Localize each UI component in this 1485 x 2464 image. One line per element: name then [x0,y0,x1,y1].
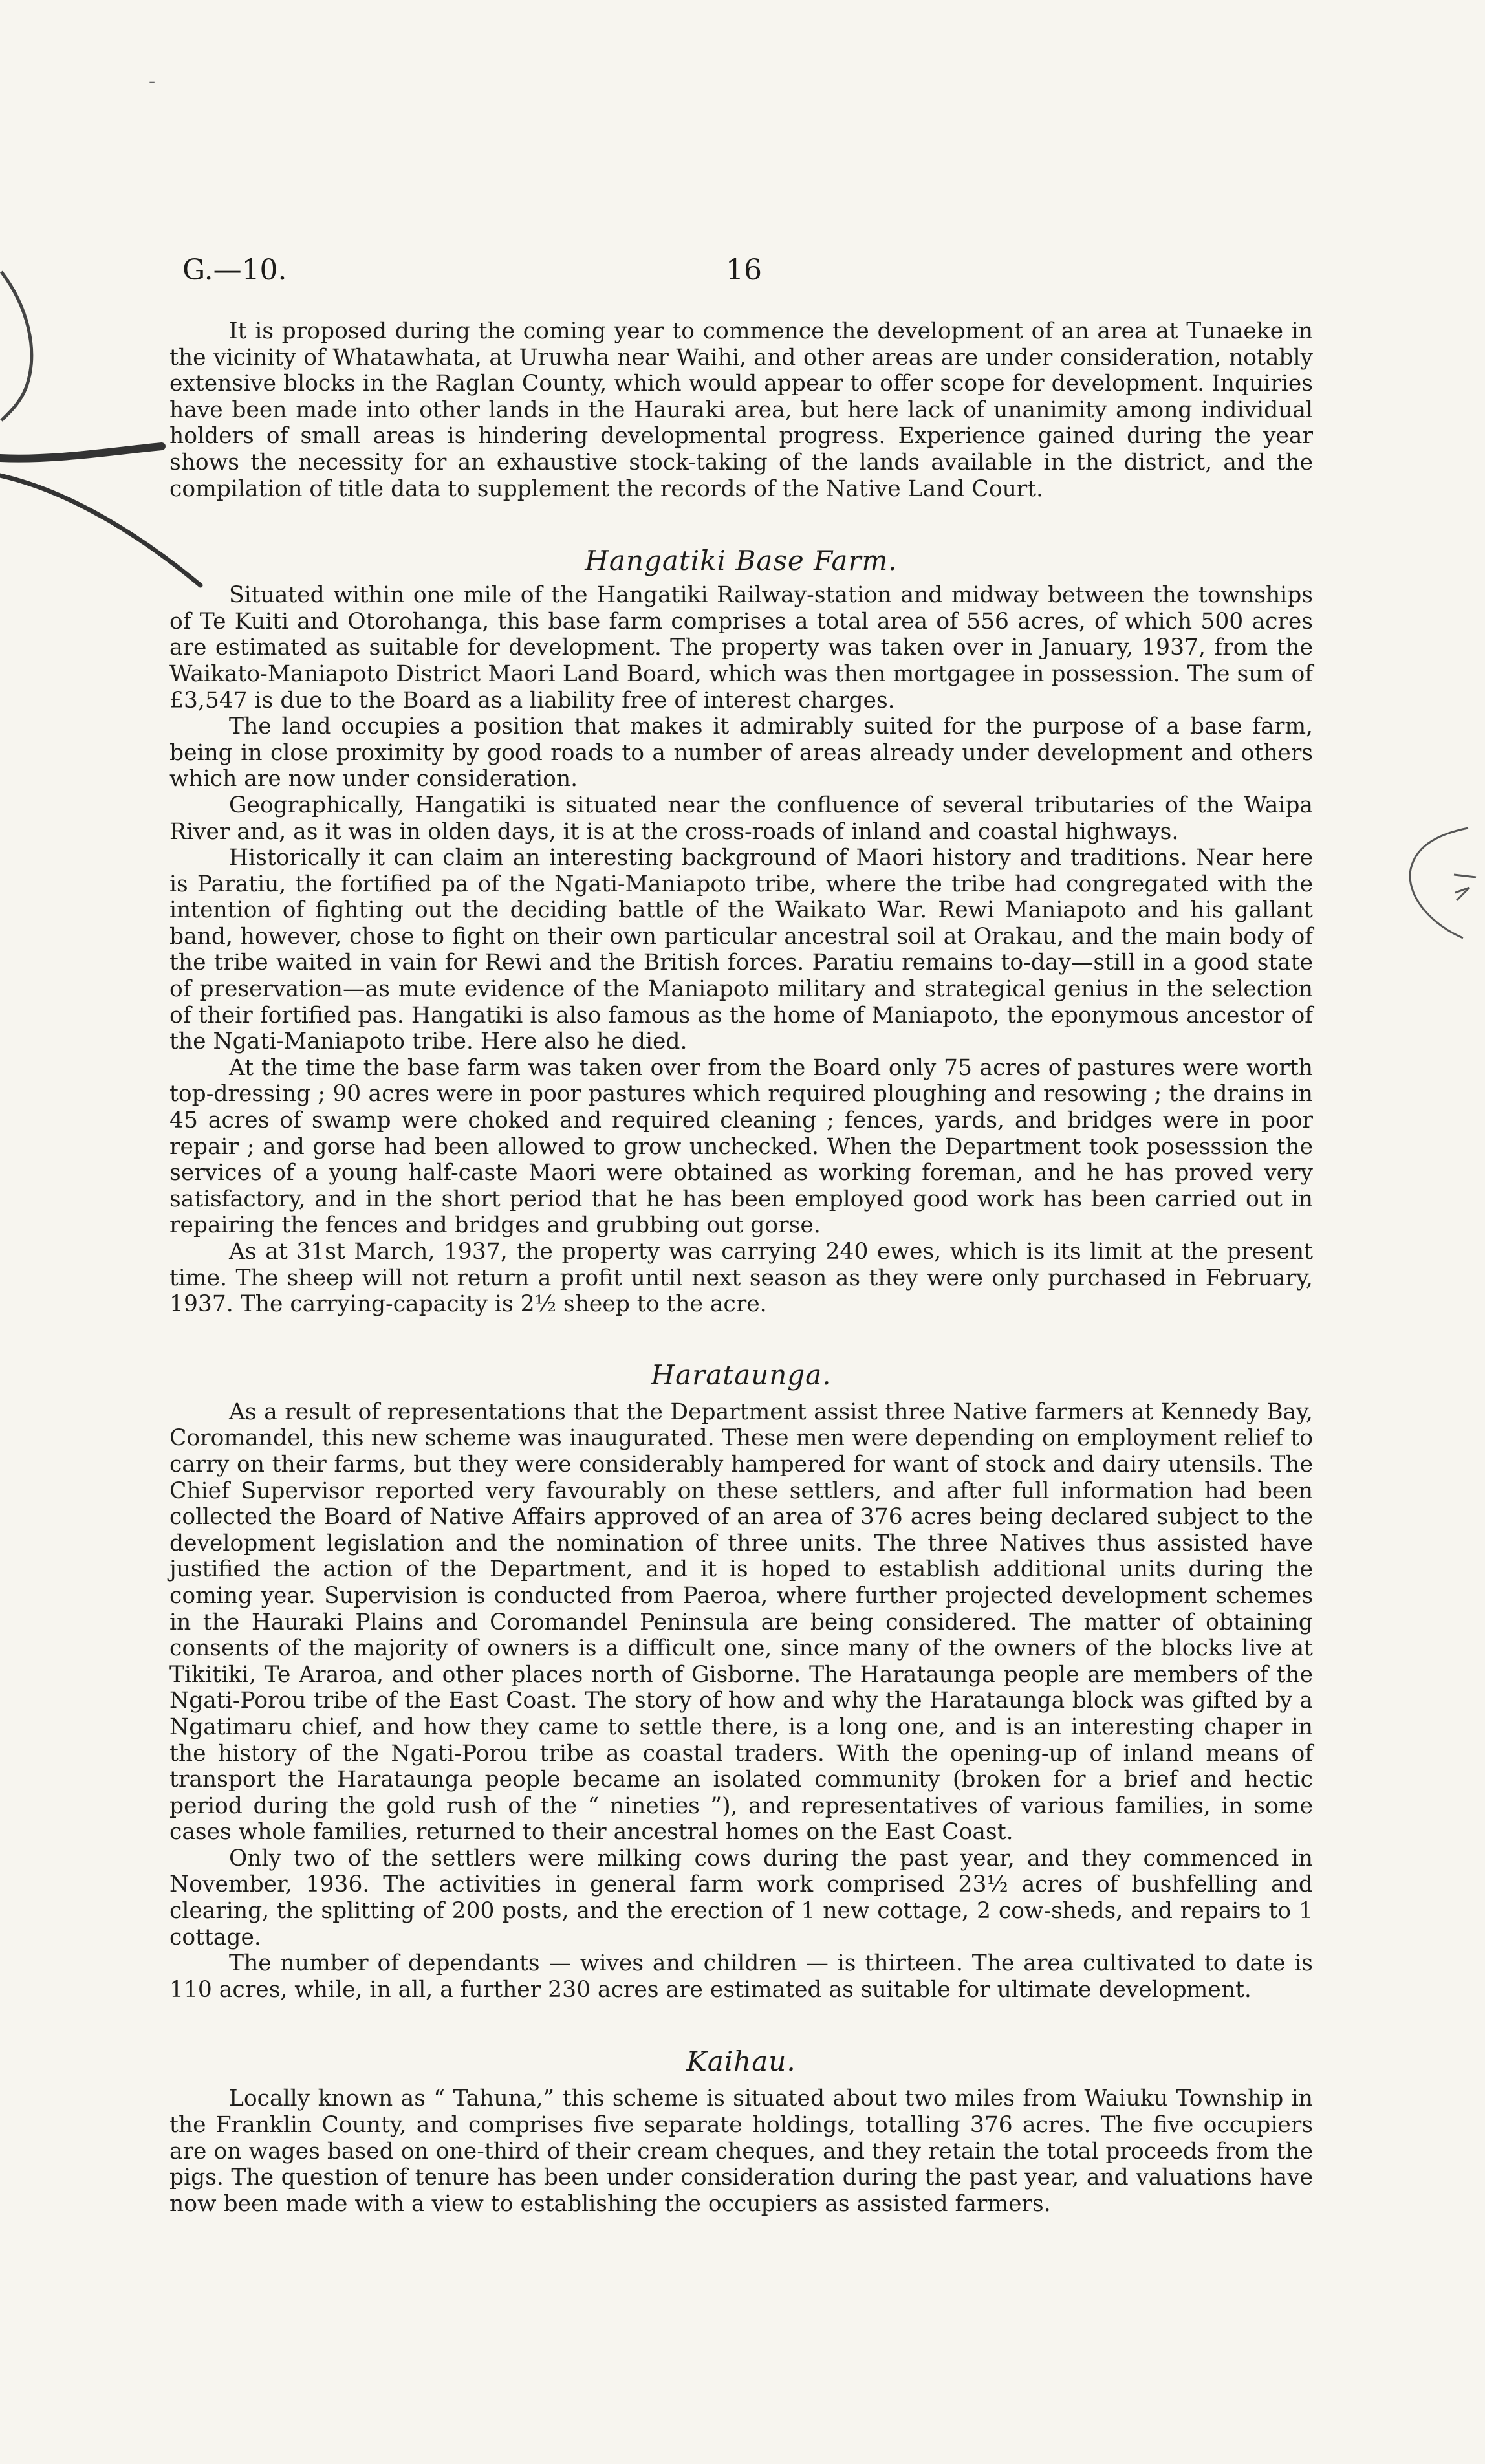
heading-hangatiki: Hangatiki Base Farm. [585,545,898,577]
heading-harataunga: Harataunga. [651,1358,832,1391]
page-header [175,254,1313,292]
hangatiki-paragraph-1: Situated within one mile of the Hangatiki Railway-station and midway between the townships of Te Kuiti and Otorohanga, this base farm comprises a total area of 556 acres, of which 500 acres are estimated as suitable for development. The property was taken over in January, 1937, from the Waikato-Maniapoto District Maori Land Board, which was then mortgagee in possession. The sum of £3,547 is due to the Board as a liability free of interest charges. [169,582,1313,714]
hangatiki-paragraph-2: The land occupies a position that makes it admirably suited for the purpose of a base farm, being in close proximity by good roads to a number of areas already under development and others which are now under consideration. [169,714,1313,792]
hangatiki-paragraph-4: Historically it can claim an interesting background of Maori history and traditions. Near here is Paratiu, the fortified pa of the Ngati-Maniapoto tribe, where the tribe had congregated with the intention of fighting out the deciding battle of the Waikato War. Rewi Maniapoto and his gallant band, however, chose to fight on their own particular ancestral soil at Orakau, and the main body of the tribe waited in vain for Rewi and the British forces. Paratiu remains to-day—still in a good state of preservation—as mute evidence of the Maniapoto military and strategical genius in the selection of their fortified pas. Hangatiki is also famous as the home of Maniapoto, the eponymous ancestor of the Ngati-Maniapoto tribe. Here also he died. [169,845,1313,1055]
page-number: 16 [726,254,762,287]
heading-kaihau: Kaihau. [686,2045,796,2078]
harataunga-paragraph-1: As a result of representations that the Department assist three Native farmers at Kennedy Bay, Coromandel, this new scheme was inaugurated. These men were depending on employment relief to carry on their farms, but they were considerably hampered for want of stock and dairy utensils. The Chief Supervisor reported very favourably on these settlers, and after full information had been collected the Board of Native Affairs approved of an area of 376 acres being declared subject to the development legislation and the nomination of three units. The three Natives thus assisted have justified the action of the Department, and it is hoped to establish additional units during the coming year. Supervision is conducted from Paeroa, where further projected development schemes in the Hauraki Plains and Coromandel Peninsula are being considered. The matter of obtaining consents of the majority of owners is a difficult one, since many of the owners of the blocks live at Tikitiki, Te Araroa, and other places north of Gisborne. The Harataunga people are members of the Ngati-Porou tribe of the East Coast. The story of how and why the Harataunga block was gifted by a Ngatimaru chief, and how they came to settle there, is a long one, and is an interesting chaper in the history of the Ngati-Porou tribe as coastal traders. With the opening-up of inland means of transport the Harataunga people became an isolated community (broken for a brief and hectic period during the gold rush of the “ nineties ”), and representatives of various families, in some cases whole families, returned to their ancestral homes on the East Coast. [169,1399,1313,1846]
harataunga-paragraph-3: The number of dependants — wives and children — is thirteen. The area cultivated to date is 110 acres, while, in all, a further 230 acres are estimated as suitable for ultimate development. [169,1950,1313,2003]
svg-text:-: - [149,70,156,93]
kaihau-paragraph-1: Locally known as “ Tahuna,” this scheme is situated about two miles from Waiuku Township in the Franklin County, and comprises five separate holdings, totalling 376 acres. The five occupiers are on wages based on one-third of their cream cheques, and they retain the total proceeds from the pigs. The question of tenure has been under consideration during the past year, and valuations have now been made with a view to establishing the occupiers as assisted farmers. [169,2086,1313,2217]
hangatiki-paragraph-6: As at 31st March, 1937, the property was carrying 240 ewes, which is its limit at the present time. The sheep will not return a profit until next season as they were only purchased in February, 1937. The carrying-capacity is 2½ sheep to the acre. [169,1239,1313,1318]
page-reference: G.—10. [182,254,287,287]
intro-paragraph: It is proposed during the coming year to commence the development of an area at Tunaeke in the vicinity of Whatawhata, at Uruwha near Waihi, and other areas are under consideration, notably extensive blocks in the Raglan County, which would appear to offer scope for development. Inquiries have been made into other lands in the Hauraki area, but here lack of unanimity among individual holders of small areas is hindering developmental progress. Experience gained during the year shows the necessity for an exhaustive stock-taking of the lands available in the district, and the compilation of title data to supplement the records of the Native Land Court. [169,318,1313,502]
document-body [169,318,1313,2217]
harataunga-paragraph-2: Only two of the settlers were milking cows during the past year, and they commenced in November, 1936. The activities in general farm work comprised 23½ acres of bushfelling and clearing, the splitting of 200 posts, and the erection of 1 new cottage, 2 cow-sheds, and repairs to 1 cottage. [169,1845,1313,1950]
hangatiki-paragraph-3: Geographically, Hangatiki is situated near the confluence of several tributaries of the Waipa River and, as it was in olden days, it is at the cross-roads of inland and coastal highways. [169,792,1313,845]
hangatiki-paragraph-5: At the time the base farm was taken over from the Board only 75 acres of pastures were worth top-dressing ; 90 acres were in poor pastures which required ploughing and resowing ; the drains in 45 acres of swamp were choked and required cleaning ; fences, yards, and bridges were in poor repair ; and gorse had been allowed to grow unchecked. When the Department took posesssion the services of a young half-caste Maori were obtained as working foreman, and he has proved very satisfactory, and in the short period that he has been employed good work has been carried out in repairing the fences and bridges and grubbing out gorse. [169,1054,1313,1239]
